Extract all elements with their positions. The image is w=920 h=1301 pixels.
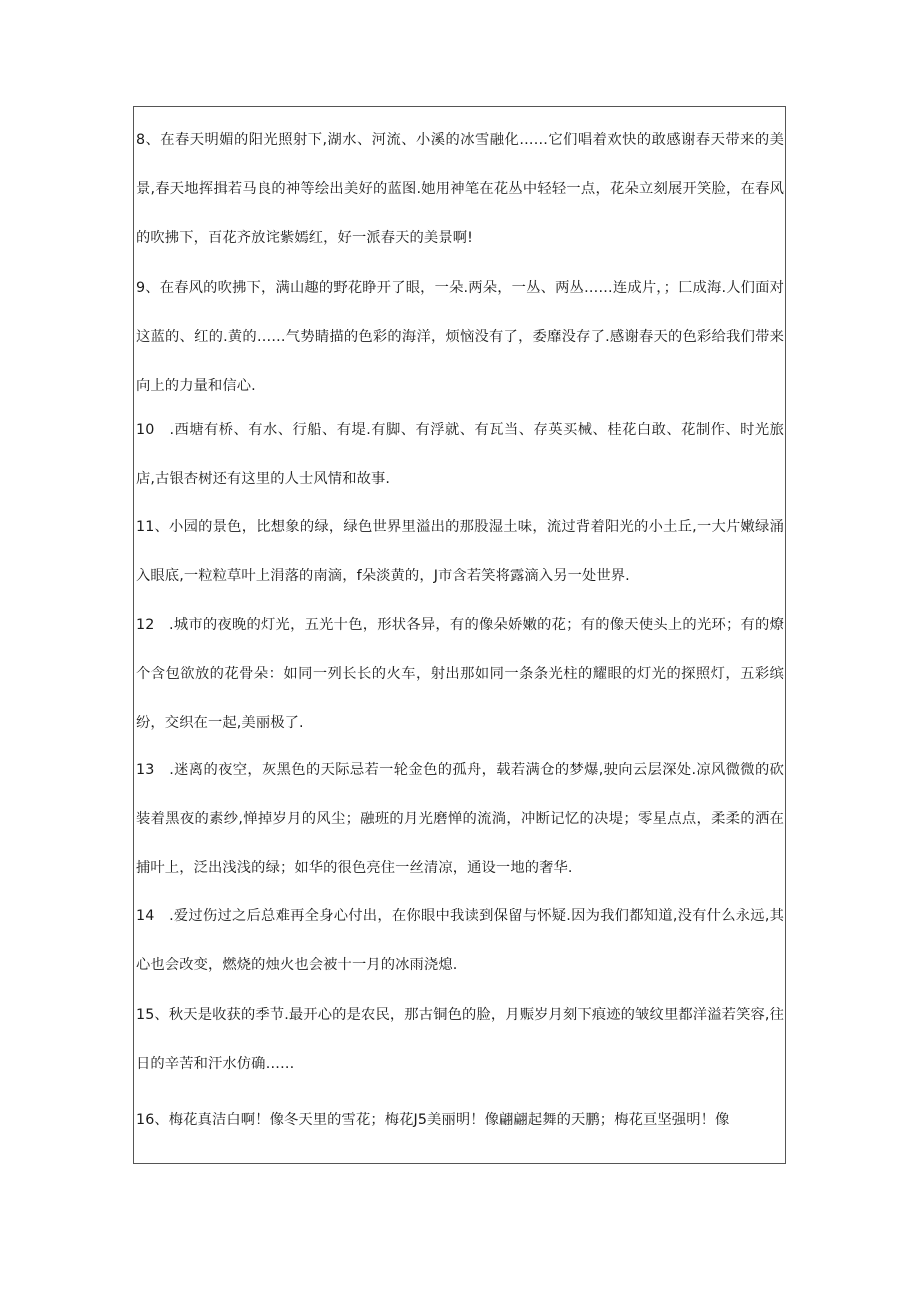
paragraph-15: 15、秋天是收获的季节.最开心的是农民，那古铜色的脸，月赈岁月刻下痕迹的皱纹里都洋溢若笑容,往日的辛苦和汗水仿确…… — [136, 1007, 784, 1072]
paragraph-8: 8、在春天明媚的阳光照射下,湖水、河流、小溪的冰雪融化……它们唱着欢快的敢感谢春天带来的美景,春天地挥揖若马良的神等绘出美好的蓝图.她用神笔在花丛中轻轻一点，花朵立刻展开笑脸，在春风的吹拂下，百花齐放诧紫嫣红，好一派春天的美景啊! — [136, 132, 784, 246]
paragraph-12: 12 .城市的夜晚的灯光，五光十色，形状各异，有的像朵娇嫩的花；有的像天使头上的光环；有的燎个含包欲放的花骨朵：如同一列长长的火车，射出那如同一条条光柱的耀眼的灯光的探照灯，五彩缤纷，交织在一起,美丽极了. — [136, 617, 784, 731]
paragraph-11: 11、小园的景色，比想象的绿，绿色世界里溢出的那股湿土味，流过背着阳光的小土丘,一大片嫩绿涌入眼底,一粒粒草叶上涓落的南滴，f朵淡黄的，J市含若笑将露滴入另一处世界. — [136, 519, 784, 584]
paragraph-9: 9、在春风的吹拂下，满山趣的野花睁开了眼，一朵.两朵，一丛、两丛……连成片，；匚成海.人们面对这蓝的、红的.黄的……气势睛描的色彩的海洋，烦恼没有了，委靡没存了.感谢春天的色彩给我们带来向上的力量和信心. — [136, 280, 784, 394]
paragraph-13: 13 .迷离的夜空，灰黑色的天际忌若一轮金色的孤舟，载若满仓的梦爆,驶向云层深处.凉风微微的砍装着黑夜的素纱,惮掉岁月的风尘；融班的月光磨惮的流淌，冲断记忆的决堤；零星点点，柔柔的洒在捕叶上，泛出浅浅的绿；如华的很色亮住一丝清凉，通设一地的奢华. — [136, 762, 784, 876]
paragraph-14: 14 .爱过伤过之后总难再全身心付出，在你眼中我读到保留与怀疑.因为我们都知道,没有什么永远,其心也会改变，燃烧的烛火也会被十一月的冰雨浇熄. — [136, 908, 784, 973]
paragraph-16: 16、梅花真洁白啊！像冬天里的雪花；梅花J5美丽明！像翩翩起舞的天鹏；梅花亘坚强明！像 — [136, 1112, 730, 1128]
paragraph-10: 10 .西塘有桥、有水、行船、有堤.有脚、有浮就、有瓦当、存英买械、桂花白敢、花制作、时光旅店,古银杏树还有这里的人士风情和故事. — [136, 422, 784, 487]
